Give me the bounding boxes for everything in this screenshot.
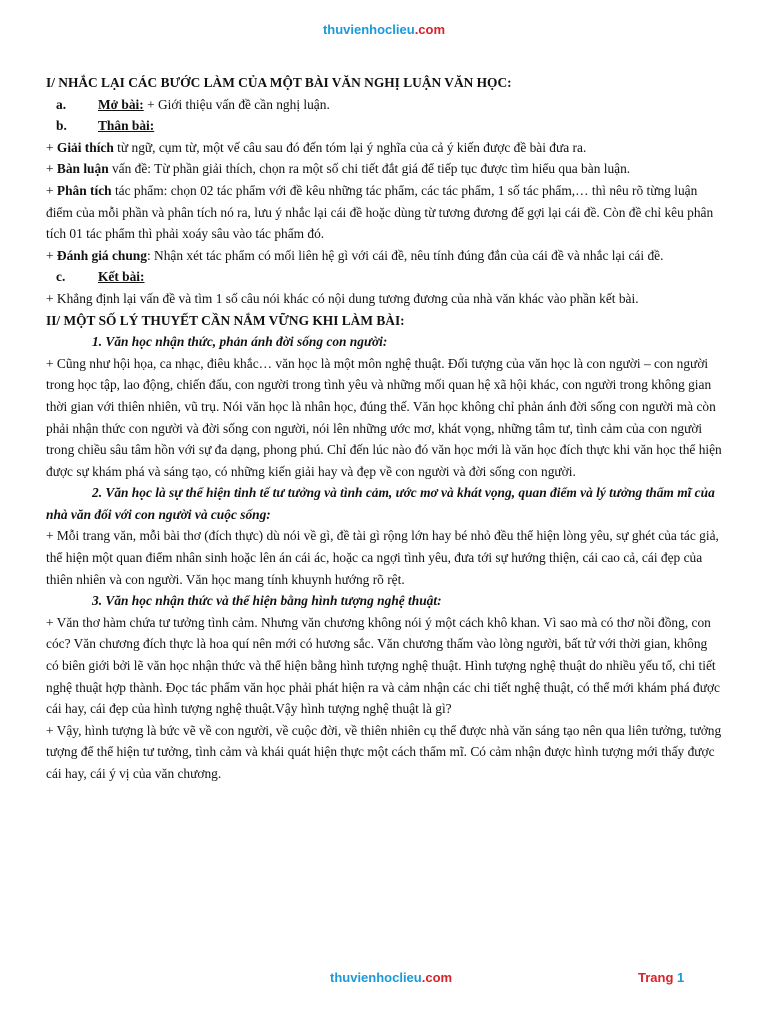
danh-gia-text: : Nhận xét tác phẩm có mối liên hệ gì với cái đề, nêu tính đúng đắn của cái đề và nhắc lại cái đề. xyxy=(146,247,664,263)
item-a-label: a. xyxy=(56,96,67,112)
section2-title: II/ MỘT SỐ LÝ THUYẾT CẦN NẮM VỮNG KHI LÀM BÀI: xyxy=(46,312,405,328)
ban-luan-para: + Bàn luận vấn đề: Từ phần giải thích, chọn ra một số chi tiết đắt giá để tiếp tục được tìm hiểu qua bàn luận. xyxy=(46,161,631,177)
item-c-label: c. xyxy=(56,269,66,285)
mo-bai-heading: Mở bài: xyxy=(98,96,144,112)
paragraph-3: + Văn thơ hàm chứa tư tưởng tình cảm. Nhưng văn chương không nói ý một cách khô khan. Vì sao mà có thơ nồi đồng, con cóc? Văn chương đích thực là hoa quí nên mới có hương sắc. Văn chương thấm vào lòng người, bất tử với thời gian, không có biên giới bởi lẽ văn học nhận thức và thể hiện bằng hình tượng nghệ thuật. Hình tượng nghệ thuật do nhiều yếu tố, chi tiết nghệ thuật hợp thành. Đọc tác phẩm văn học phải phát hiện ra và cảm nhận các chi tiết nghệ thuật, có thể mới khám phá được cái hay, cái đẹp của hình tượng nghệ thuật.Vậy hình tượng nghệ thuật là gì? xyxy=(46,614,721,717)
than-bai-heading: Thân bài: xyxy=(98,118,155,134)
footer-site-name[interactable] xyxy=(330,970,452,985)
giai-thich-text: từ ngữ, cụm từ, một vế câu sau đó đến tóm lại ý nghĩa của cả ý kiến được đề bài đưa ra. xyxy=(113,139,587,155)
header-site-part1: thuvienhoclieu xyxy=(322,22,415,37)
paragraph-4: + Vậy, hình tượng là bức vẽ về con người, về cuộc đời, về thiên nhiên cụ thể được nhà văn sáng tạo nên qua liên tưởng, tưởng tượng để thể hiện tư tưởng, tình cảm và khái quát hiện thực một cách thẩm mĩ. Có cảm nhận được hình tượng mới thấy được cái hay, cái ý vị của văn chương. xyxy=(46,722,722,781)
item-c xyxy=(46,266,722,288)
subheading-3: 3. Văn học nhận thức và thể hiện bằng hình tượng nghệ thuật: xyxy=(92,593,442,609)
subheading-2: 2. Văn học là sự thể hiện tinh tế tư tưởng và tình cảm, ước mơ và khát vọng, quan điểm và lý tưởng thẩm mĩ của nhà văn đối với con người và cuộc sống: xyxy=(46,485,715,522)
giai-thich-para: + Giải thích từ ngữ, cụm từ, một vế câu sau đó đến tóm lại ý nghĩa của cả ý kiến được đề bài đưa ra. xyxy=(46,139,587,155)
mo-bai-text: + Giới thiệu vấn đề cần nghị luận. xyxy=(143,96,330,112)
section1-title: I/ NHẮC LẠI CÁC BƯỚC LÀM CỦA MỘT BÀI VĂN NGHỊ LUẬN VĂN HỌC: xyxy=(46,75,512,90)
footer-site-part2: .com xyxy=(421,970,453,985)
subheading-1: 1. Văn học nhận thức, phản ánh đời sống con người: xyxy=(92,334,388,350)
page-label: Trang xyxy=(638,970,678,985)
paragraph-2: + Mỗi trang văn, mỗi bài thơ (đích thực) dù nói về gì, đề tài gì rộng lớn hay bé nhỏ đều thể hiện lòng yêu, sự ghét của tác giả, thể hiện một quan điểm nhân sinh hoặc lên án cái ác, hoặc ca ngợi tình yêu, đưa tới sự hướng thiện, cái cao cả, cái đẹp của thiên nhiên và con người. Văn học mang tính khuynh hướng rõ rệt. xyxy=(46,528,719,587)
ban-luan-term: Bàn luận xyxy=(56,161,109,177)
ban-luan-text: vấn đề: Từ phần giải thích, chọn ra một số chi tiết đắt giá để tiếp tục được tìm hiểu qua bàn luận. xyxy=(108,161,631,177)
item-a xyxy=(46,94,722,116)
danh-gia-term: Đánh giá chung xyxy=(56,247,147,263)
phan-tich-text: tác phẩm: chọn 02 tác phẩm với đề kêu những tác phẩm, các tác phẩm, 1 số tác phẩm,… thì nêu rõ từng luận điểm của mỗi phần và phân tích nó ra, lưu ý nhắc lại cái đề hoặc dùng từ tương đương để gợi lại cái đề. Còn đề chỉ kêu phân tích 01 tác phẩm thì phải xoáy sâu vào tác phẩm đó. xyxy=(46,182,714,242)
danh-gia-para: + Đánh giá chung: Nhận xét tác phẩm có mối liên hệ gì với cái đề, nêu tính đúng đắn của cái đề và nhắc lại cái đề. xyxy=(46,247,664,263)
header-site-part2: .com xyxy=(414,22,446,37)
page-num-value: 1 xyxy=(677,970,685,985)
ket-bai-text: + Khẳng định lại vấn đề và tìm 1 số câu nói khác có nội dung tương đương của nhà văn khác vào phần kết bài. xyxy=(46,290,639,306)
footer-site-part1: thuvienhoclieu xyxy=(330,970,422,985)
item-b-label: b. xyxy=(56,118,67,134)
ket-bai-heading: Kết bài: xyxy=(98,269,145,285)
paragraph-1: + Cũng như hội họa, ca nhạc, điêu khắc… văn học là một môn nghệ thuật. Đối tượng của văn học là con người – con người trong học tập, lao động, chiến đấu, con người trong tình yêu và những mối quan hệ xã hội khác, con người trong không gian thời gian với thiên nhiên, vũ trụ. Nói văn học là nhân học, đúng thế. Văn học không chỉ phản ánh đời sống con người mà còn phải nhận thức con người và đời sống con người, nói lên những ước mơ, khát vọng, những tâm tư, tình cảm của con người trong chiều sâu tâm hồn với sự đa dạng, phong phú. Chỉ đến lúc nào đó văn học mới là văn học đích thực khi văn học thể hiện được sự khám phá và sáng tạo, có những kiến giải hay và đẹp về con người và đời sống con người. xyxy=(46,355,722,479)
phan-tich-term: Phân tích xyxy=(56,182,112,198)
page-number xyxy=(638,970,684,985)
item-b xyxy=(46,115,722,137)
document-body xyxy=(46,72,722,785)
giai-thich-term: Giải thích xyxy=(56,139,114,155)
header-site-name[interactable] xyxy=(0,22,768,37)
phan-tich-para: + Phân tích tác phẩm: chọn 02 tác phẩm với đề kêu những tác phẩm, các tác phẩm, 1 số tác phẩm,… thì nêu rõ từng luận điểm của mỗi phần và phân tích nó ra, lưu ý nhắc lại cái đề hoặc dùng từ tương đương để gợi lại cái đề. Còn đề chỉ kêu phân tích 01 tác phẩm thì phải xoáy sâu vào tác phẩm đó. xyxy=(46,182,714,242)
